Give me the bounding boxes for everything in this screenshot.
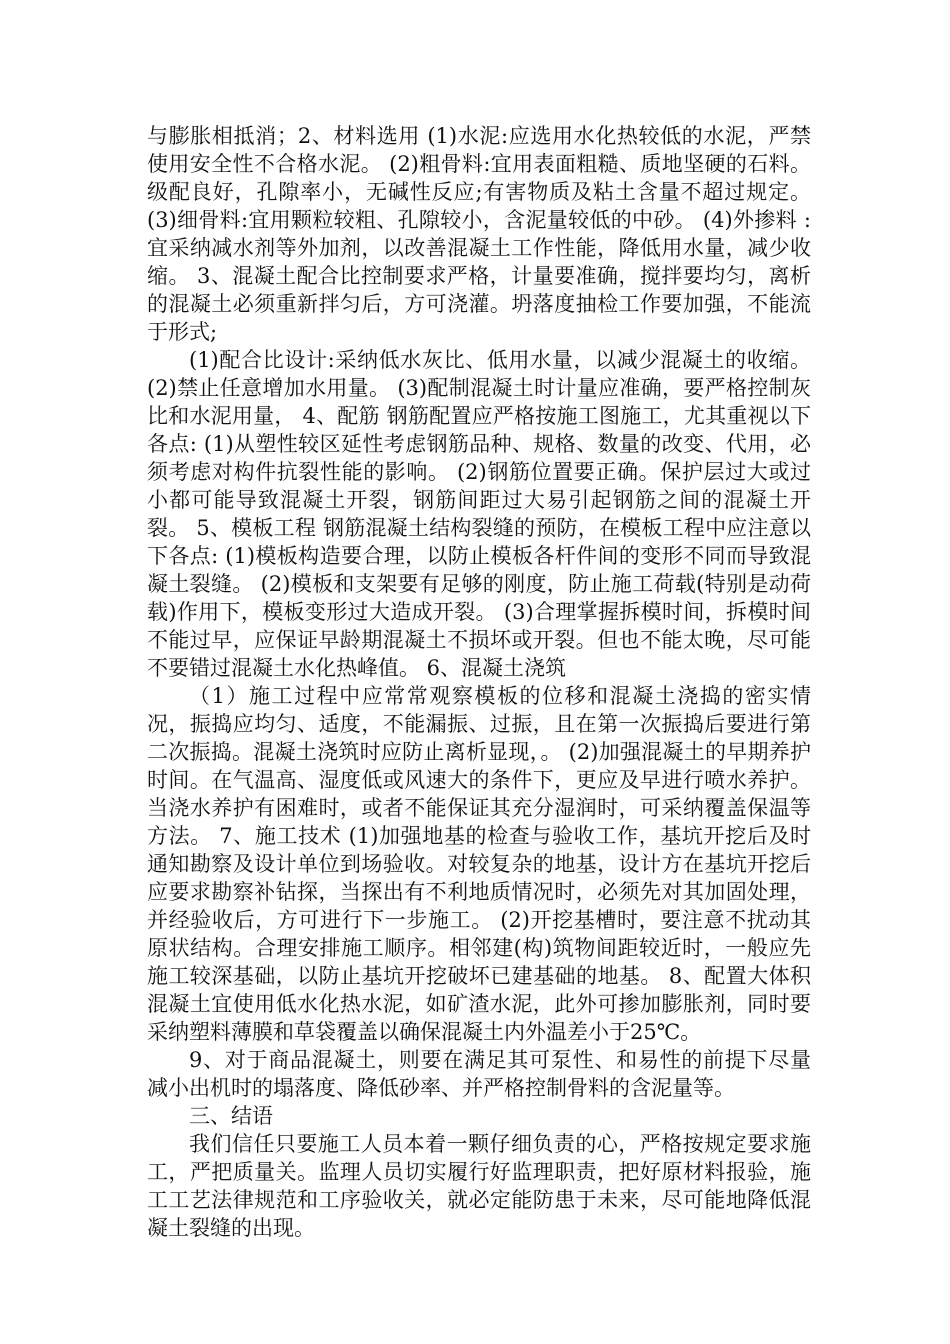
paragraph-pouring: （1）施工过程中应常常观察模板的位移和混凝土浇捣的密实情况，振捣应均匀、适度，不能漏振、过振，且在第一次振捣后要进行第二次振捣。混凝土浇筑时应防止离析显现，。 (2)加强混凝土的早期养护时间。在气温高、湿度低或风速大的条件下，更应及早进行喷水养护。当浇水养护有困难时，或者不能保证其充分湿润时，可采纳覆盖保温等方法。 7、施工技术 (1)加强地基的检查与验收工作，基坑开挖后及时通知勘察及设计单位到场验收。对较复杂的地基，设计方在基坑开挖后应要求勘察补钻探，当探出有不利地质情况时，必须先对其加固处理，并经验收后，方可进行下一步施工。 (2)开挖基槽时，要注意不扰动其原状结构。合理安排施工顺序。相邻建(构)筑物间距较近时，一般应先施工较深基础，以防止基坑开挖破坏已建基础的地基。 8、配置大体积混凝土宜使用低水化热水泥，如矿渣水泥，此外可掺加膨胀剂，同时要采纳塑料薄膜和草袋覆盖以确保混凝土内外温差小于25℃。 [147, 684, 811, 1044]
paragraph-materials: 与膨胀相抵消；2、材料选用 (1)水泥:应选用水化热较低的水泥，严禁使用安全性不合格水泥。 (2)粗骨料:宜用表面粗糙、质地坚硬的石料。级配良好，孔隙率小，无碱性反应;有害物质及粘土含量不超过规定。 (3)细骨料:宜用颗粒较粗、孔隙较小，含泥量较低的中砂。 (4)外掺料 :宜采纳减水剂等外加剂，以改善混凝土工作性能，降低用水量，减少收缩。 3、混凝土配合比控制要求严格，计量要准确，搅拌要均匀，离析的混凝土必须重新拌匀后，方可浇灌。坍落度抽检工作要加强，不能流于形式; [147, 124, 811, 344]
document-body [147, 122, 811, 1242]
section-heading-conclusion: 三、结语 [189, 1104, 273, 1128]
paragraph-conclusion: 我们信任只要施工人员本着一颗仔细负责的心，严格按规定要求施工，严把质量关。监理人员切实履行好监理职责，把好原材料报验，施工工艺法律规范和工序验收关，就必定能防患于未来，尽可能地降低混凝土裂缝的出现。 [147, 1132, 811, 1240]
paragraph-mix-design: (1)配合比设计:采纳低水灰比、低用水量，以减少混凝土的收缩。 (2)禁止任意增加水用量。 (3)配制混凝土时计量应准确，要严格控制灰比和水泥用量， 4、配筋 钢筋配置应严格按施工图施工，尤其重视以下各点: (1)从塑性较区延性考虑钢筋品种、规格、数量的改变、代用，必须考虑对构件抗裂性能的影响。 (2)钢筋位置要正确。保护层过大或过小都可能导致混凝土开裂，钢筋间距过大易引起钢筋之间的混凝土开裂。 5、模板工程 钢筋混凝土结构裂缝的预防，在模板工程中应注意以下各点: (1)模板构造要合理，以防止模板各杆件间的变形不同而导致混凝土裂缝。 (2)模板和支架要有足够的刚度，防止施工荷载(特别是动荷载)作用下，模板变形过大造成开裂。 (3)合理掌握拆模时间，拆模时间不能过早，应保证早龄期混凝土不损坏或开裂。但也不能太晚，尽可能不要错过混凝土水化热峰值。 6、混凝土浇筑 [147, 348, 811, 680]
paragraph-commercial-concrete: 9、对于商品混凝土，则要在满足其可泵性、和易性的前提下尽量减小出机时的塌落度、降低砂率、并严格控制骨料的含泥量等。 [147, 1048, 811, 1100]
